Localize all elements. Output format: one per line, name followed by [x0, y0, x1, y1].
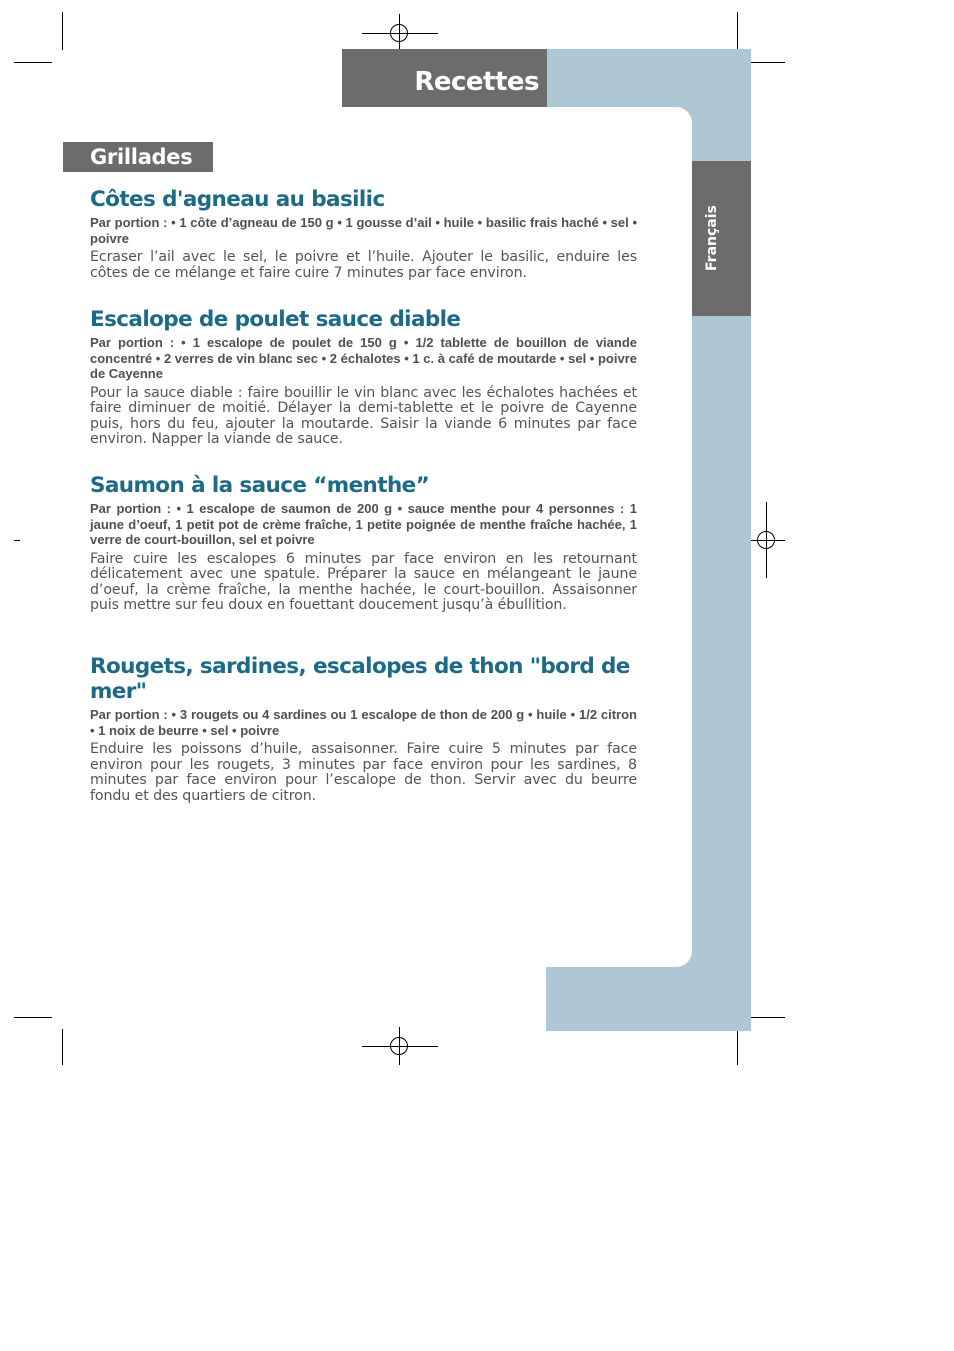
crop-mark [14, 1017, 52, 1018]
crop-mark [737, 1029, 738, 1065]
crop-mark [62, 12, 63, 50]
recipe-item [90, 187, 637, 281]
recipe-instructions: Faire cuire les escalopes 6 minutes par face environ en les retournant délicatement avec une spatule. Préparer la sauce en mélangeant le jaune d’oeuf, la crème fraîche, la menthe hachée, le court-bouillon. Assaisonner puis mettre sur feu doux en fouettant doucement jusqu’à ébullition. [90, 550, 637, 613]
crop-mark [737, 12, 738, 50]
recipe-item [90, 307, 637, 448]
recipe-ingredients: Par portion : • 1 escalope de saumon de 200 g • sauce menthe pour 4 personnes : 1 jaune d’oeuf, 1 petit pot de crème fraîche, 1 petite poignée de menthe fraîche hachée, 1 verre de court-bouillon, sel et poivre [90, 501, 637, 547]
recipe-title: Côtes d'agneau au basilic [90, 187, 385, 212]
recipe-ingredients: Par portion : • 1 escalope de poulet de 150 g • 1/2 tablette de bouillon de viande concentré • 2 verres de vin blanc sec • 2 échalotes • 1 c. à café de moutarde • sel • poivre de Cayenne [90, 335, 637, 381]
language-tab-label: Français [704, 205, 720, 271]
recipe-ingredients: Par portion : • 3 rougets ou 4 sardines ou 1 escalope de thon de 200 g • huile • 1/2 citron • 1 noix de beurre • sel • poivre [90, 707, 637, 738]
page-title: Recettes [414, 67, 539, 97]
header-banner [342, 49, 547, 107]
crop-mark [14, 62, 52, 63]
recipe-title: Rougets, sardines, escalopes de thon "bord de mer" [90, 654, 630, 704]
recipe-title: Escalope de poulet sauce diable [90, 307, 461, 332]
crop-mark [747, 62, 785, 63]
recipe-item [90, 654, 637, 804]
recipe-instructions: Pour la sauce diable : faire bouillir le vin blanc avec les échalotes hachées et faire diminuer de moitié. Délayer la demi-tablette et le poivre de Cayenne puis, hors du feu, ajouter la moutarde. Saisir la viande 6 minutes par face environ. Napper la viande de sauce. [90, 384, 637, 447]
recipe-title: Saumon à la sauce “menthe” [90, 473, 430, 498]
language-tab [692, 161, 751, 316]
recipe-instructions: Ecraser l’ail avec le sel, le poivre et l’huile. Ajouter le basilic, enduire les côtes de ce mélange et faire cuire 7 minutes par face environ. [90, 249, 637, 281]
crop-mark [747, 1017, 785, 1018]
crop-mark [62, 1029, 63, 1065]
recipe-ingredients: Par portion : • 1 côte d’agneau de 150 g • 1 gousse d’ail • huile • basilic frais haché • sel • poivre [90, 215, 637, 246]
recipe-instructions: Enduire les poissons d’huile, assaisonner. Faire cuire 5 minutes par face environ pour les rougets, 3 minutes par face environ pour les sardines, 8 minutes par face environ pour l’escalope de thon. Servir avec du beurre fondu et des quartiers de citron. [90, 741, 637, 804]
section-label: Grillades [63, 142, 213, 172]
recipe-item [90, 473, 637, 614]
